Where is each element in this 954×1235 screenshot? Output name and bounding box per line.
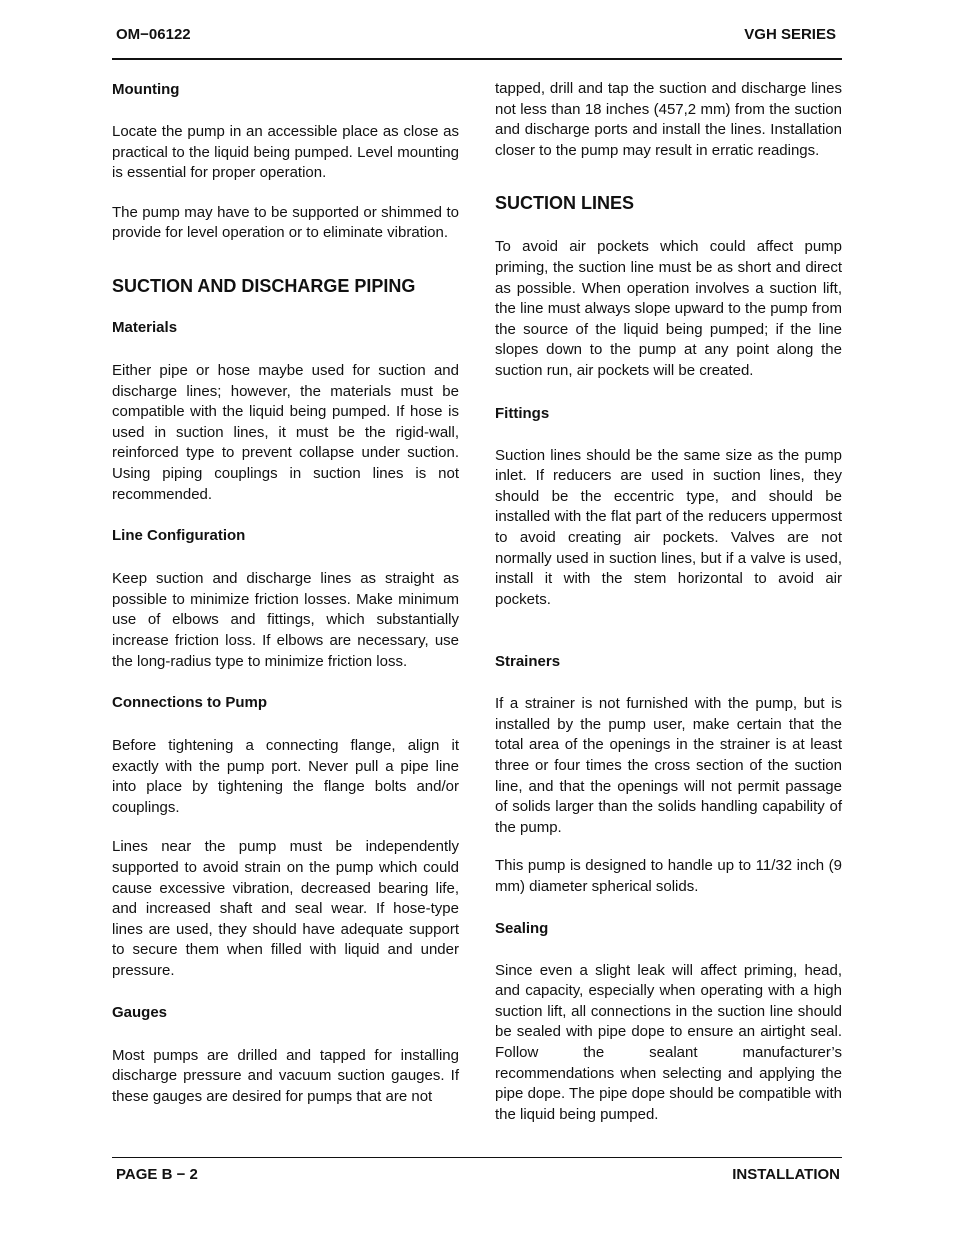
connections-paragraph-1: Before tightening a connecting flange, align it exactly with the pump port. Never pull a pipe line into place by tightening the flange bolts and/or couplings. [112, 737, 459, 816]
fittings-heading: Fittings [495, 404, 550, 422]
suction-lines-heading: SUCTION LINES [495, 193, 635, 214]
gauges-continued-paragraph: tapped, drill and tap the suction and discharge lines not less than 18 inches (457,2 mm) from the suction and discharge ports and install the lines. Installation closer to the pump may result in erratic readings. [495, 80, 842, 159]
gauges-heading: Gauges [112, 1003, 168, 1021]
document-number: OM−06122 [116, 26, 191, 43]
section-title: INSTALLATION [732, 1166, 840, 1183]
strainers-paragraph-2: This pump is designed to handle up to 11/32 inch (9 mm) diameter spherical solids. [495, 857, 842, 896]
series-title: VGH SERIES [744, 26, 836, 43]
line-configuration-paragraph: Keep suction and discharge lines as straight as possible to minimize friction losses. Make minimum use of elbows and fittings, which substantially increase friction loss. If elbows are necessary, use the long-radius type to minimize friction loss. [112, 570, 459, 670]
sealing-heading: Sealing [495, 919, 549, 937]
sealing-paragraph: Since even a slight leak will affect priming, head, and capacity, especially when operating with a high suction lift, all connections in the suction line should be sealed with pipe dope to ensure an airtight seal. Follow the sealant manufacturer’s recommendations when selecting and applying the pipe dope. The pipe dope should be compatible with the liquid being pumped. [495, 961, 842, 1123]
mounting-paragraph-1: Locate the pump in an accessible place as close as practical to the liquid being pumped. Level mounting is essential for proper operation. [112, 123, 459, 182]
suction-lines-paragraph: To avoid air pockets which could affect pump priming, the suction line must be as short and direct as possible. When operation involves a suction lift, the line must always slope upward to the pump from the source of the liquid being pumped; if the line slopes down to the pump at any point along the suction run, air pockets will be created. [495, 238, 842, 379]
mounting-heading: Mounting [112, 81, 180, 98]
footer-rule [112, 1157, 842, 1158]
mounting-paragraph-2: The pump may have to be supported or shimmed to provide for level operation or to eliminate vibration. [112, 203, 459, 242]
materials-heading: Materials [112, 318, 178, 336]
fittings-paragraph: Suction lines should be the same size as the pump inlet. If reducers are used in suction lines, they should be the eccentric type, and should be installed with the flat part of the reducers uppermost to avoid creating air pockets. Valves are not normally used in suction lines, but if a valve is used, install it with the stem horizontal to avoid air pockets. [495, 446, 842, 608]
header-rule [112, 58, 842, 60]
suction-discharge-piping-heading: SUCTION AND DISCHARGE PIPING [112, 275, 416, 296]
strainers-heading: Strainers [495, 653, 561, 671]
strainers-paragraph-1: If a strainer is not furnished with the pump, but is installed by the pump user, make certain that the total area of the openings in the strainer is at least three or four times the cross section of the suction line, and that the openings will not permit passage of solids larger than the solids handling capability of the pump. [495, 695, 842, 836]
page-number: PAGE B − 2 [116, 1166, 198, 1183]
right-column [495, 79, 842, 1125]
connections-paragraph-2: Lines near the pump must be independently supported to avoid strain on the pump which could cause excessive vibration, decreased bearing life, and increased shaft and seal wear. If hose-type lines are used, they should have adequate support to secure them when filled with liquid and under pressure. [112, 838, 459, 980]
materials-paragraph: Either pipe or hose maybe used for suction and discharge lines; however, the materials must be compatible with the liquid being pumped. If hose is used in suction lines, it must be the rigid-wall, reinforced type to prevent collapse under suction. Using piping couplings in suction lines is not recommended. [112, 361, 459, 503]
gauges-paragraph: Most pumps are drilled and tapped for installing discharge pressure and vacuum suction gauges. If these gauges are desired for pumps that are not [112, 1046, 459, 1105]
connections-heading: Connections to Pump [112, 694, 267, 712]
left-column [112, 79, 459, 1107]
line-configuration-heading: Line Configuration [112, 527, 246, 545]
